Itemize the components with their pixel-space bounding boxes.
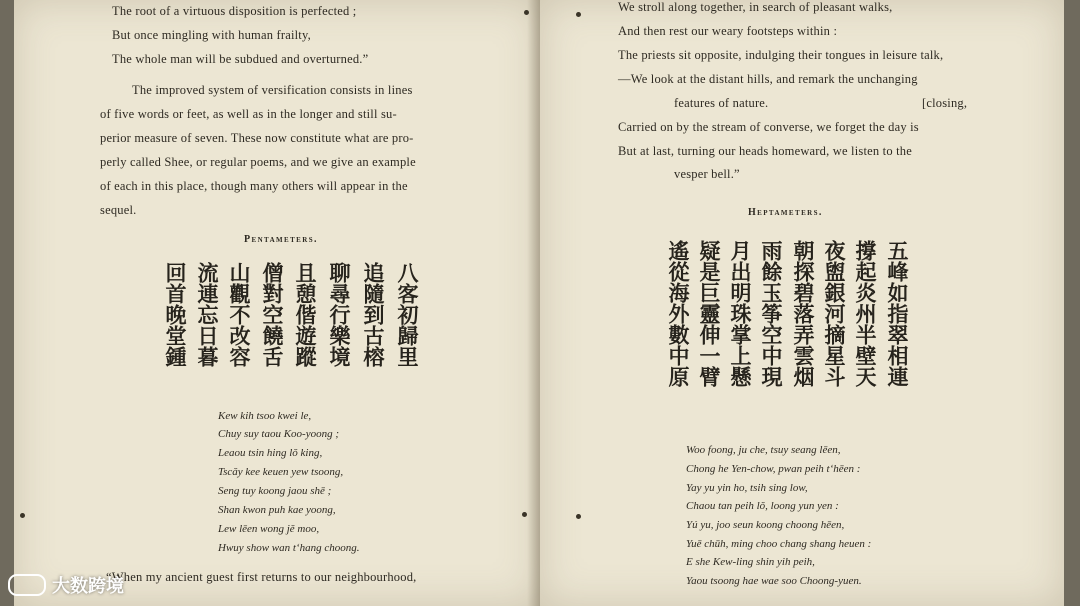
chinese-column: 僧對空饒舌 [260, 262, 284, 367]
translation-line-8: But at last, turning our heads homeward, we listen to the [618, 144, 912, 158]
chinese-column: 夜盥銀河摘星斗 [822, 240, 846, 387]
romanization-line: Chuy suy taou Koo-yoong ; [218, 428, 339, 440]
chinese-column: 流連忘日暮 [195, 262, 219, 367]
paragraph-line-6: sequel. [100, 203, 137, 217]
chinese-column: 疑是巨靈伸一臂 [697, 240, 721, 387]
chinese-column: 朝探碧落弄雲烟 [791, 240, 815, 387]
translation-line-9: vesper bell.” [674, 167, 740, 181]
paragraph-line-3: perior measure of seven. These now constitute what are pro- [100, 131, 414, 145]
section-heading-heptameters: Heptameters. [748, 207, 823, 218]
romanization-line: Chong he Yen-chow, pwan peih t‘hēen : [686, 463, 861, 475]
translation-line-5: features of nature. [674, 96, 769, 110]
translation-line-2: And then rest our weary footsteps within : [618, 24, 838, 38]
translation-line-4: —We look at the distant hills, and remark the unchanging [618, 72, 918, 86]
verse-line-1: The root of a virtuous disposition is perfected ; [112, 4, 357, 18]
romanization-line: Chaou tan peih lŏ, loong yun yen : [686, 500, 839, 512]
romanization-line: Kew kih tsoo kwei le, [218, 410, 312, 422]
verse-line-3: The whole man will be subdued and overturned.” [112, 52, 369, 66]
paragraph-line-2: of five words or feet, as well as in the longer and still su- [100, 107, 397, 121]
chinese-column: 月出明珠掌上懸 [728, 240, 752, 387]
paragraph-line-4: perly called Shee, or regular poems, and we give an example [100, 155, 416, 169]
translation-line-7: Carried on by the stream of converse, we forget the day is [618, 120, 919, 134]
paragraph-line-5: of each in this place, though many others will appear in the [100, 179, 408, 193]
chinese-column: 且憩偕遊蹤 [293, 262, 317, 367]
site-logo [8, 572, 124, 598]
chinese-column: 八客初歸里 [395, 262, 419, 367]
romanization-line: Lew lēen wong jĕ moo, [218, 523, 320, 535]
chinese-column: 遙從海外數中原 [666, 240, 690, 387]
translation-line-3: The priests sit opposite, indulging their tongues in leisure talk, [618, 48, 944, 62]
logo-icon [8, 574, 46, 596]
left-page [14, 0, 540, 606]
chinese-column: 雨餘玉筝空中現 [759, 240, 783, 387]
section-heading-pentameters: Pentameters. [244, 234, 318, 245]
romanization-line: Tscăy kee keuen yew tsoong, [218, 466, 344, 478]
logo-text: 大数跨境 [52, 576, 124, 597]
binding-mark [20, 513, 25, 518]
chinese-column: 追隨到古榕 [361, 262, 385, 367]
romanization-line: E she Kew-ling shin yih peih, [686, 556, 815, 568]
translation-line-1: We stroll along together, in search of pleasant walks, [618, 0, 893, 14]
verse-line-2: But once mingling with human frailty, [112, 28, 311, 42]
chinese-column: 聊尋行樂境 [327, 262, 351, 367]
romanization-line: Hwuy show wan t‘hang choong. [218, 542, 360, 554]
chinese-column: 回首晚堂鍾 [163, 262, 187, 367]
right-page [540, 0, 1064, 606]
chinese-column: 撐起炎州半壁天 [853, 240, 877, 387]
binding-mark [576, 12, 581, 17]
paragraph-line-1: The improved system of versification consists in lines [132, 83, 413, 97]
translation-line-6: [closing, [922, 96, 968, 110]
romanization-line: Shan kwon puh kae yoong, [218, 504, 336, 516]
romanization-line: Yaou tsoong hae wae soo Choong-yuen. [686, 575, 862, 587]
romanization-line: Woo foong, ju che, tsuy seang lēen, [686, 444, 841, 456]
romanization-line: Yuē chūh, ming choo chang shang heuen : [686, 538, 872, 550]
chinese-column: 山觀不改容 [227, 262, 251, 367]
binding-mark [576, 514, 581, 519]
romanization-line: Yay yu yin ho, tsih sing low, [686, 482, 808, 494]
romanization-line: Yú yu, joo seun koong choong hēen, [686, 519, 845, 531]
romanization-line: Leaou tsin hing lŏ king, [218, 447, 323, 459]
bottom-line: “When my ancient guest first returns to our neighbourhood, [106, 570, 417, 584]
romanization-line: Seng tuy koong jaou shē ; [218, 485, 332, 497]
chinese-column: 五峰如指翠相連 [885, 240, 909, 387]
